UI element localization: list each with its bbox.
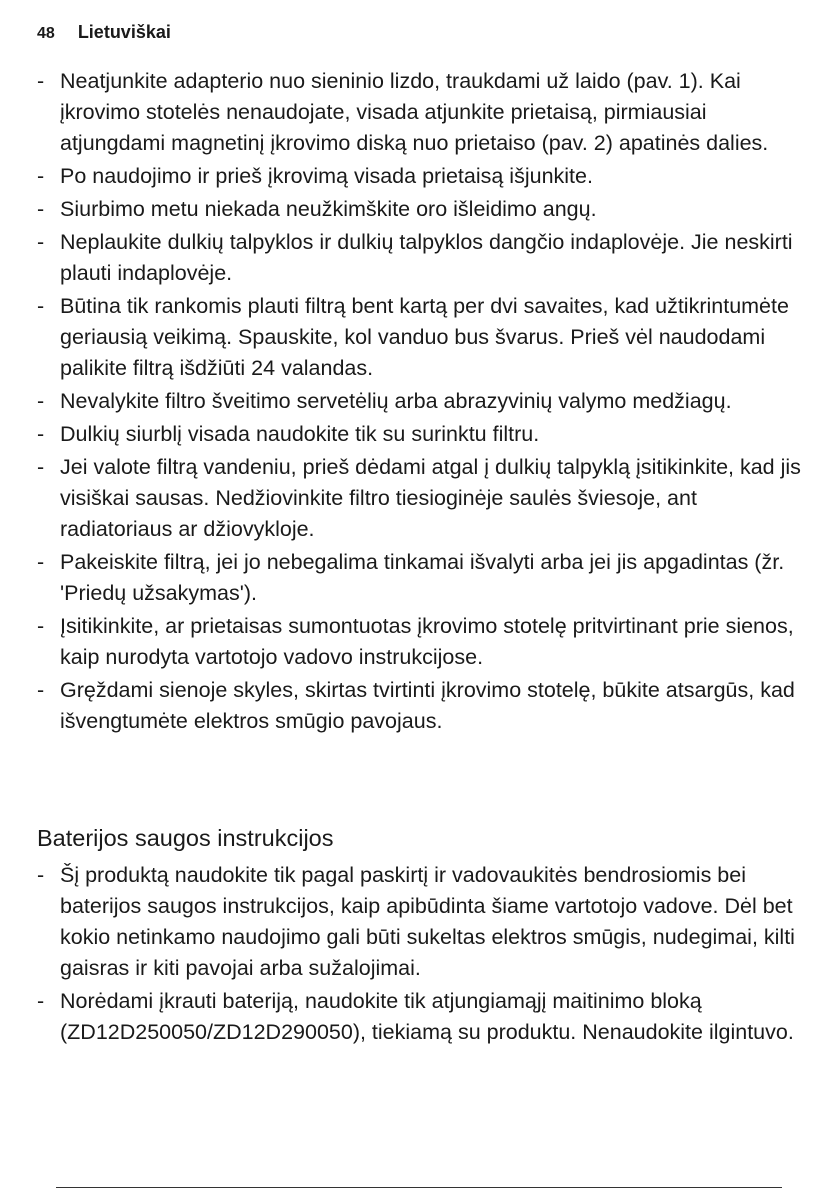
bullet-dash: - bbox=[37, 389, 45, 413]
list-item: - Po naudojimo ir prieš įkrovimą visada prietaisą išjunkite. bbox=[37, 161, 812, 192]
bullet-dash: - bbox=[37, 230, 45, 254]
page-header bbox=[37, 20, 171, 46]
bullet-dash: - bbox=[37, 989, 45, 1013]
bullet-dash: - bbox=[37, 863, 45, 887]
list-item: - Neatjunkite adapterio nuo sieninio lizdo, traukdami už laido (pav. 1). Kai įkrovimo stotelės nenaudojate, visada atjunkite prietaisą, pirmiausiai atjungdami magnetinį įkrovimo diską nuo prietaiso (pav. 2) apatinės dalies. bbox=[37, 66, 812, 159]
bullet-dash: - bbox=[37, 294, 45, 318]
list-item: - Norėdami įkrauti bateriją, naudokite tik atjungiamąjį maitinimo bloką (ZD12D250050/ZD12D290050), tiekiamą su produktu. Nenaudokite ilgintuvo. bbox=[37, 986, 812, 1048]
footer-divider bbox=[56, 1187, 782, 1188]
list-item: - Jei valote filtrą vandeniu, prieš dėdami atgal į dulkių talpyklą įsitikinkite, kad jis visiškai sausas. Nedžiovinkite filtro tiesioginėje saulės šviesoje, ant radiatoriaus ar džiovykloje. bbox=[37, 452, 812, 545]
page-number: 48 bbox=[37, 25, 55, 42]
bullet-dash: - bbox=[37, 455, 45, 479]
list-item: - Dulkių siurblį visada naudokite tik su surinktu filtru. bbox=[37, 419, 812, 450]
list-item: - Siurbimo metu niekada neužkimškite oro išleidimo angų. bbox=[37, 194, 812, 225]
list-item: - Pakeiskite filtrą, jei jo nebegalima tinkamai išvalyti arba jei jis apgadintas (žr. 'Priedų užsakymas'). bbox=[37, 547, 812, 609]
bullet-dash: - bbox=[37, 69, 45, 93]
bullet-dash: - bbox=[37, 678, 45, 702]
section-title: Baterijos saugos instrukcijos bbox=[37, 825, 334, 851]
battery-safety-list bbox=[37, 860, 812, 1050]
list-item: - Šį produktą naudokite tik pagal paskirtį ir vadovaukitės bendrosiomis bei baterijos saugos instrukcijos, kaip apibūdinta šiame vartotojo vadove. Dėl bet kokio netinkamo naudojimo gali būti sukeltas elektros smūgis, nudegimai, kilti gaisras ir kiti pavojai arba sužalojimai. bbox=[37, 860, 812, 984]
bullet-dash: - bbox=[37, 164, 45, 188]
list-item: - Neplaukite dulkių talpyklos ir dulkių talpyklos dangčio indaplovėje. Jie neskirti plauti indaplovėje. bbox=[37, 227, 812, 289]
bullet-dash: - bbox=[37, 197, 45, 221]
list-item: - Būtina tik rankomis plauti filtrą bent kartą per dvi savaites, kad užtikrintumėte geriausią veikimą. Spauskite, kol vanduo bus švarus. Prieš vėl naudodami palikite filtrą išdžiūti 24 valandas. bbox=[37, 291, 812, 384]
language-label: Lietuviškai bbox=[77, 22, 171, 42]
list-item: - Nevalykite filtro šveitimo servetėlių arba abrazyvinių valymo medžiagų. bbox=[37, 386, 812, 417]
bullet-dash: - bbox=[37, 550, 45, 574]
bullet-dash: - bbox=[37, 422, 45, 446]
list-item: - Gręždami sienoje skyles, skirtas tvirtinti įkrovimo stotelę, būkite atsargūs, kad išvengtumėte elektros smūgio pavojaus. bbox=[37, 675, 812, 737]
safety-list bbox=[37, 66, 812, 739]
bullet-dash: - bbox=[37, 614, 45, 638]
list-item: - Įsitikinkite, ar prietaisas sumontuotas įkrovimo stotelę pritvirtinant prie sienos, kaip nurodyta vartotojo vadovo instrukcijose. bbox=[37, 611, 812, 673]
